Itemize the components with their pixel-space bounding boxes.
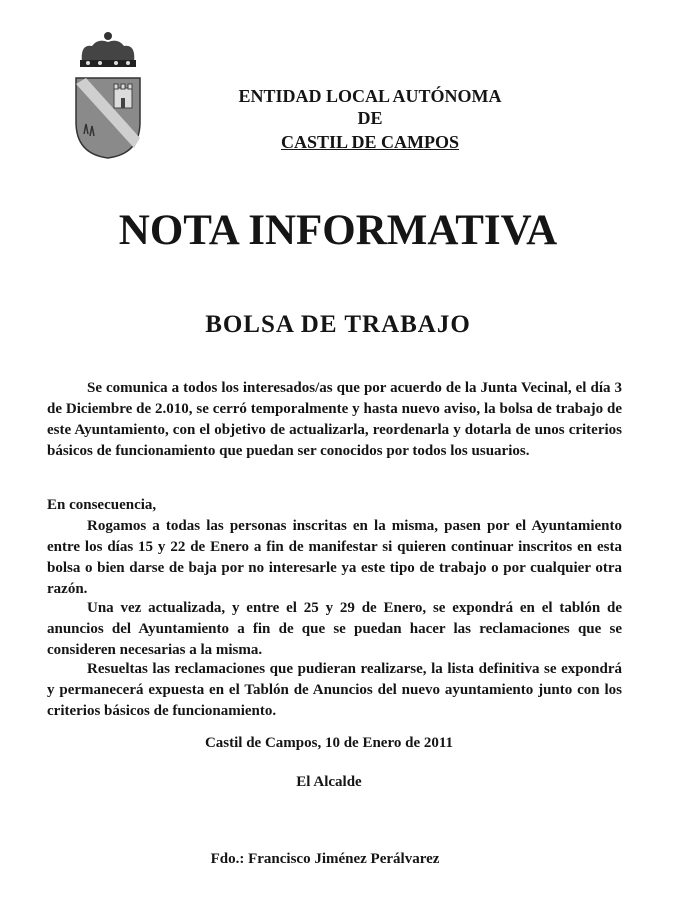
coat-of-arms-icon <box>68 30 148 160</box>
mayor-title: El Alcalde <box>296 774 362 790</box>
place-and-date: Castil de Campos, 10 de Enero de 2011 <box>204 735 454 751</box>
paragraph-publication: Una vez actualizada, y entre el 25 y 29 de Enero, se expondrá en el tablón de anuncios del Ayuntamiento a fin de que se puedan hacer las reclamaciones que se consideren necesarias a la misma. <box>47 600 622 658</box>
entity-name-line-2: DE <box>357 108 383 128</box>
paragraph-request: Rogamos a todas las personas inscritas en la misma, pasen por el Ayuntamiento entre los días 15 y 22 de Enero a fin de manifestar si quieren continuar inscritos en esta bolsa o bien darse de baja por no interesarle ya este tipo de trabajo o por cualquier otra razón. <box>47 518 622 597</box>
document-subtitle: BOLSA DE TRABAJO <box>205 311 471 338</box>
paragraph-final-list: Resueltas las reclamaciones que pudieran realizarse, la lista definitiva se expondrá y permanecerá expuesta en el Tablón de Anuncios del nuevo ayuntamiento junto con los criterios básicos de funcionamiento. <box>47 661 622 719</box>
paragraph-consequence: En consecuencia, <box>47 497 157 513</box>
entity-name-line-1: ENTIDAD LOCAL AUTÓNOMA <box>238 86 502 106</box>
signature-line: Fdo.: Francisco Jiménez Perálvarez <box>210 851 440 867</box>
document-title: NOTA INFORMATIVA <box>118 207 558 254</box>
paragraph-announcement: Se comunica a todos los interesados/as que por acuerdo de la Junta Vecinal, el día 3 de Diciembre de 2.010, se cerró temporalmente y hasta nuevo aviso, la bolsa de trabajo de este Ayuntamiento, con el objetivo de actualizarla, reordenarla y dotarla de unos criterios básicos de funcionamiento que puedan ser conocidos por todos los usuarios. <box>47 380 622 459</box>
entity-name-line-3: CASTIL DE CAMPOS <box>280 132 460 152</box>
